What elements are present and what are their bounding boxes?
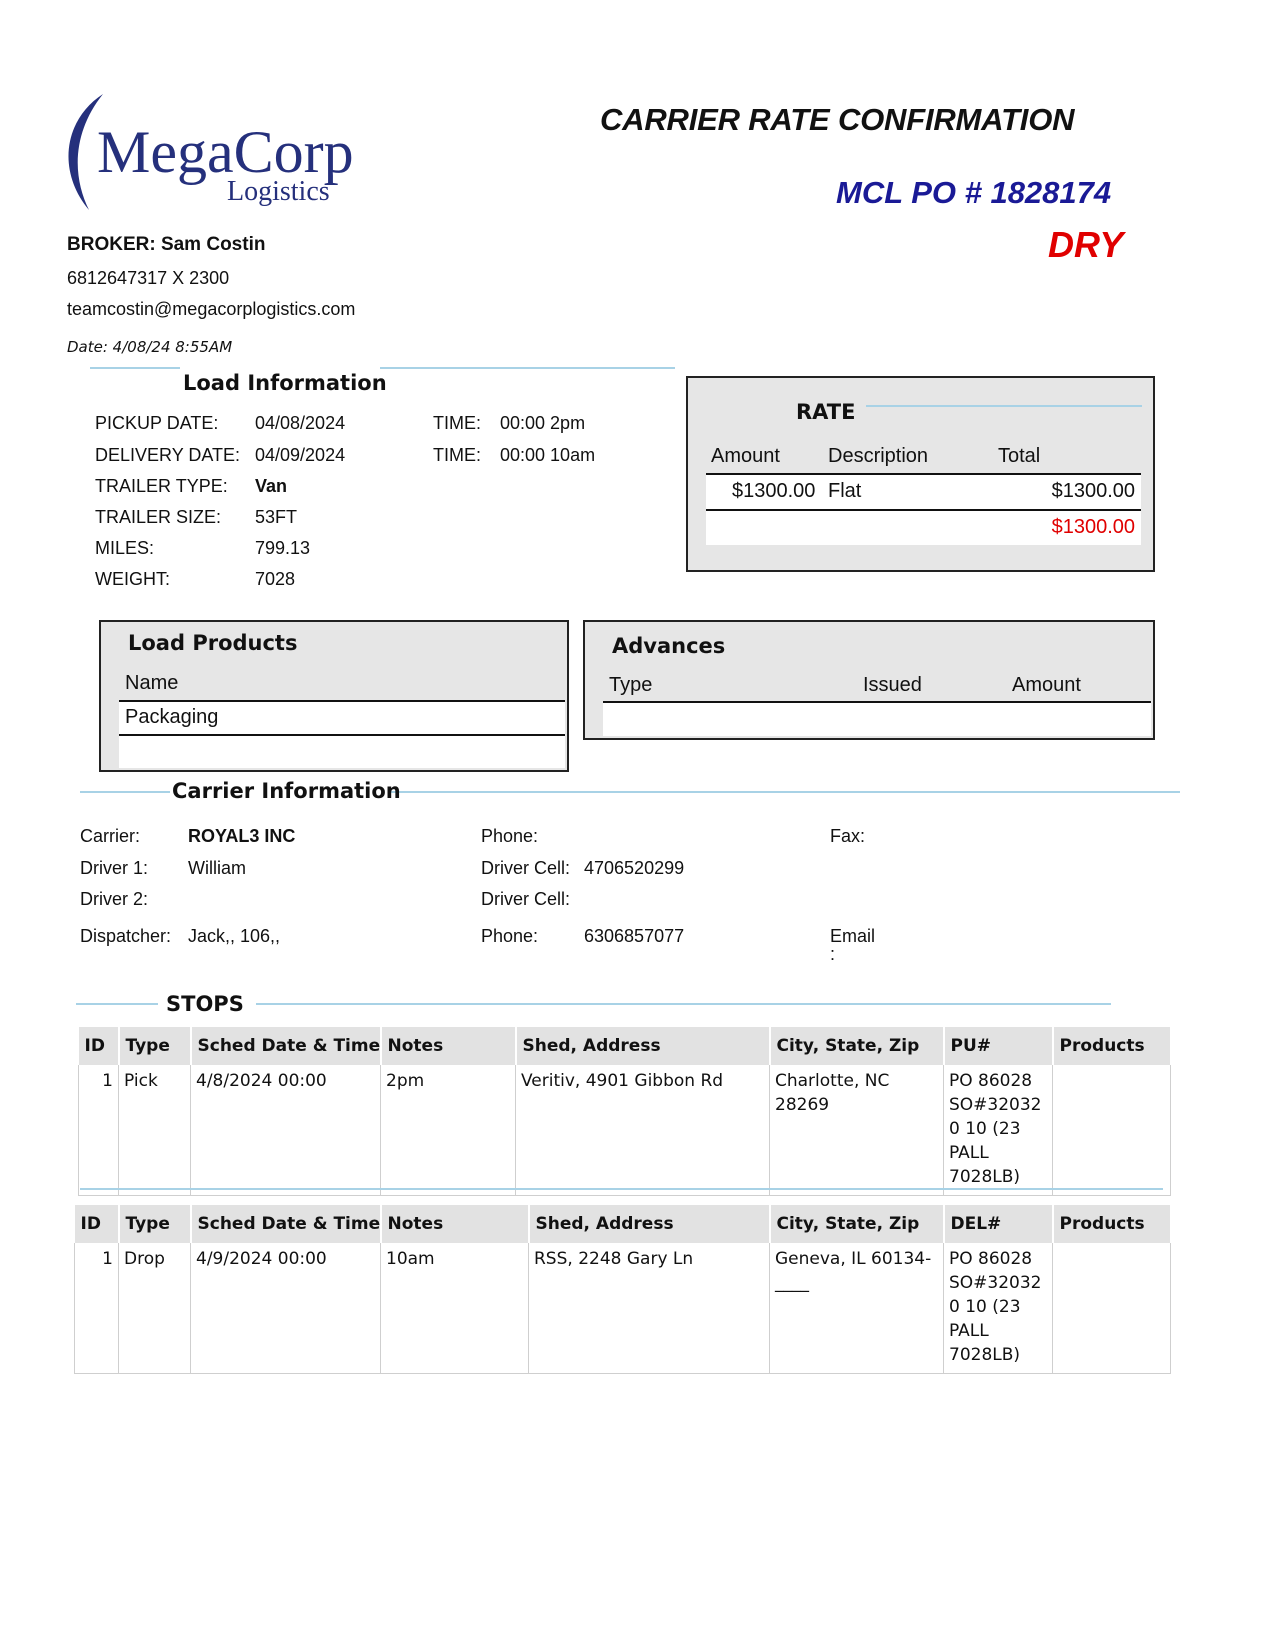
table-row [75,1243,1171,1374]
stop-address: Veritiv, 4901 Gibbon Rd [516,1065,770,1196]
stop-city: Geneva, IL 60134-____ [770,1243,944,1374]
col-type: Type [119,1205,191,1243]
rate-col-amount: Amount [711,445,780,467]
carrier-phone-label: Phone: [481,826,539,846]
load-product-name: Packaging [125,706,219,728]
trailer-size-label: TRAILER SIZE: [95,507,222,527]
rate-heading: RATE [796,400,856,424]
rate-row-description: Flat [828,480,862,502]
rate-col-description: Description [828,445,929,467]
divider [80,1188,1163,1190]
advances-col-amount: Amount [1012,674,1081,696]
stop-notes: 2pm [381,1065,516,1196]
load-product-row [119,736,565,768]
document-date: Date: 4/08/24 8:55AM [67,338,233,356]
dispatcher-phone: 6306857077 [584,926,685,946]
carrier-info-heading: Carrier Information [172,779,401,803]
divider [80,791,170,793]
dispatcher-label: Dispatcher: [80,926,172,946]
trailer-size: 53FT [255,507,298,527]
stop-id: 1 [75,1243,119,1374]
delivery-date-label: DELIVERY DATE: [95,445,241,465]
rate-box [686,376,1155,572]
col-products: Products [1053,1027,1171,1065]
advances-heading: Advances [612,634,726,658]
broker-name: BROKER: Sam Costin [67,234,266,255]
weight-label: WEIGHT: [95,569,170,589]
driver1-cell: 4706520299 [584,858,685,878]
table-header-row [79,1027,1171,1065]
drop-stops-table [74,1205,1172,1374]
col-type: Type [119,1027,191,1065]
col-city: City, State, Zip [770,1027,944,1065]
document-title: CARRIER RATE CONFIRMATION [600,102,1075,137]
advances-col-type: Type [609,674,653,696]
rate-total-row [706,511,1141,545]
col-sched: Sched Date & Time [191,1205,381,1243]
driver2-label: Driver 2: [80,889,149,909]
col-sched: Sched Date & Time [191,1027,381,1065]
stops-heading: STOPS [166,992,244,1016]
stop-sched: 4/8/2024 00:00 [191,1065,381,1196]
delivery-time: 00:00 10am [500,445,596,465]
stop-address: RSS, 2248 Gary Ln [529,1243,770,1374]
col-address: Shed, Address [516,1027,770,1065]
stop-products [1053,1243,1171,1374]
col-notes: Notes [381,1027,516,1065]
stop-del: PO 86028 SO#320320 10 (23 PALL 7028LB) [944,1243,1053,1374]
rate-grand-total: $1300.00 [1051,516,1135,538]
stop-pu: PO 86028 SO#320320 10 (23 PALL 7028LB) [944,1065,1053,1196]
col-products: Products [1053,1205,1171,1243]
load-info-heading: Load Information [183,371,387,395]
col-id: ID [75,1205,119,1243]
col-address: Shed, Address [529,1205,770,1243]
col-notes: Notes [381,1205,529,1243]
driver1-name: William [188,858,246,878]
divider [380,367,675,369]
miles-label: MILES: [95,538,155,558]
logo-text-main: MegaCorp [97,119,354,185]
stop-id: 1 [79,1065,119,1196]
logo-swoosh-icon [55,92,400,220]
load-products-heading: Load Products [128,631,298,655]
rate-row-amount: $1300.00 [732,480,816,502]
driver1-cell-label: Driver Cell: [481,858,571,878]
divider [76,1003,158,1005]
broker-phone: 6812647317 X 2300 [67,268,230,288]
rate-row [706,475,1141,509]
delivery-date: 04/09/2024 [255,445,346,465]
dispatcher-name: Jack,, 106,, [188,926,281,946]
advances-box [583,620,1155,740]
trailer-type: Van [255,476,288,496]
delivery-time-label: TIME: [433,445,481,465]
load-product-row [119,702,565,734]
advances-col-issued: Issued [863,674,922,696]
advances-row [603,703,1151,736]
driver1-label: Driver 1: [80,858,149,878]
carrier-fax-label: Fax: [830,826,866,846]
weight: 7028 [255,569,296,589]
dispatcher-email-label: Email [830,926,876,946]
carrier-name: ROYAL3 INC [188,826,296,846]
rate-col-total: Total [998,445,1041,467]
pickup-stops-table [78,1027,1172,1196]
divider [866,405,1142,407]
stop-type: Drop [119,1243,191,1374]
pickup-time: 00:00 2pm [500,413,586,433]
col-del: DEL# [944,1205,1053,1243]
dispatcher-phone-label: Phone: [481,926,539,946]
table-header-row [75,1205,1171,1243]
stop-products [1053,1065,1171,1196]
divider [390,791,1180,793]
table-row [79,1065,1171,1196]
broker-email[interactable]: teamcostin@megacorplogistics.com [67,299,356,319]
rate-row-total: $1300.00 [1051,480,1135,502]
pickup-date-label: PICKUP DATE: [95,413,219,433]
stop-notes: 10am [381,1243,529,1374]
pickup-time-label: TIME: [433,413,481,433]
carrier-label: Carrier: [80,826,141,846]
pickup-date: 04/08/2024 [255,413,346,433]
load-type: DRY [1048,224,1124,265]
trailer-type-label: TRAILER TYPE: [95,476,228,496]
divider [90,367,180,369]
col-id: ID [79,1027,119,1065]
load-products-box [99,620,569,772]
col-city: City, State, Zip [770,1205,944,1243]
driver2-cell-label: Driver Cell: [481,889,571,909]
stop-city: Charlotte, NC 28269 [770,1065,944,1196]
miles: 799.13 [255,538,311,558]
stop-sched: 4/9/2024 00:00 [191,1243,381,1374]
logo-text-sub: Logistics [227,176,330,207]
divider [256,1003,1111,1005]
dispatcher-email-colon: : [830,944,836,964]
stop-type: Pick [119,1065,191,1196]
company-logo [55,92,400,220]
load-products-col-name: Name [125,672,179,694]
col-pu: PU# [944,1027,1053,1065]
po-number: MCL PO # 1828174 [836,175,1112,210]
